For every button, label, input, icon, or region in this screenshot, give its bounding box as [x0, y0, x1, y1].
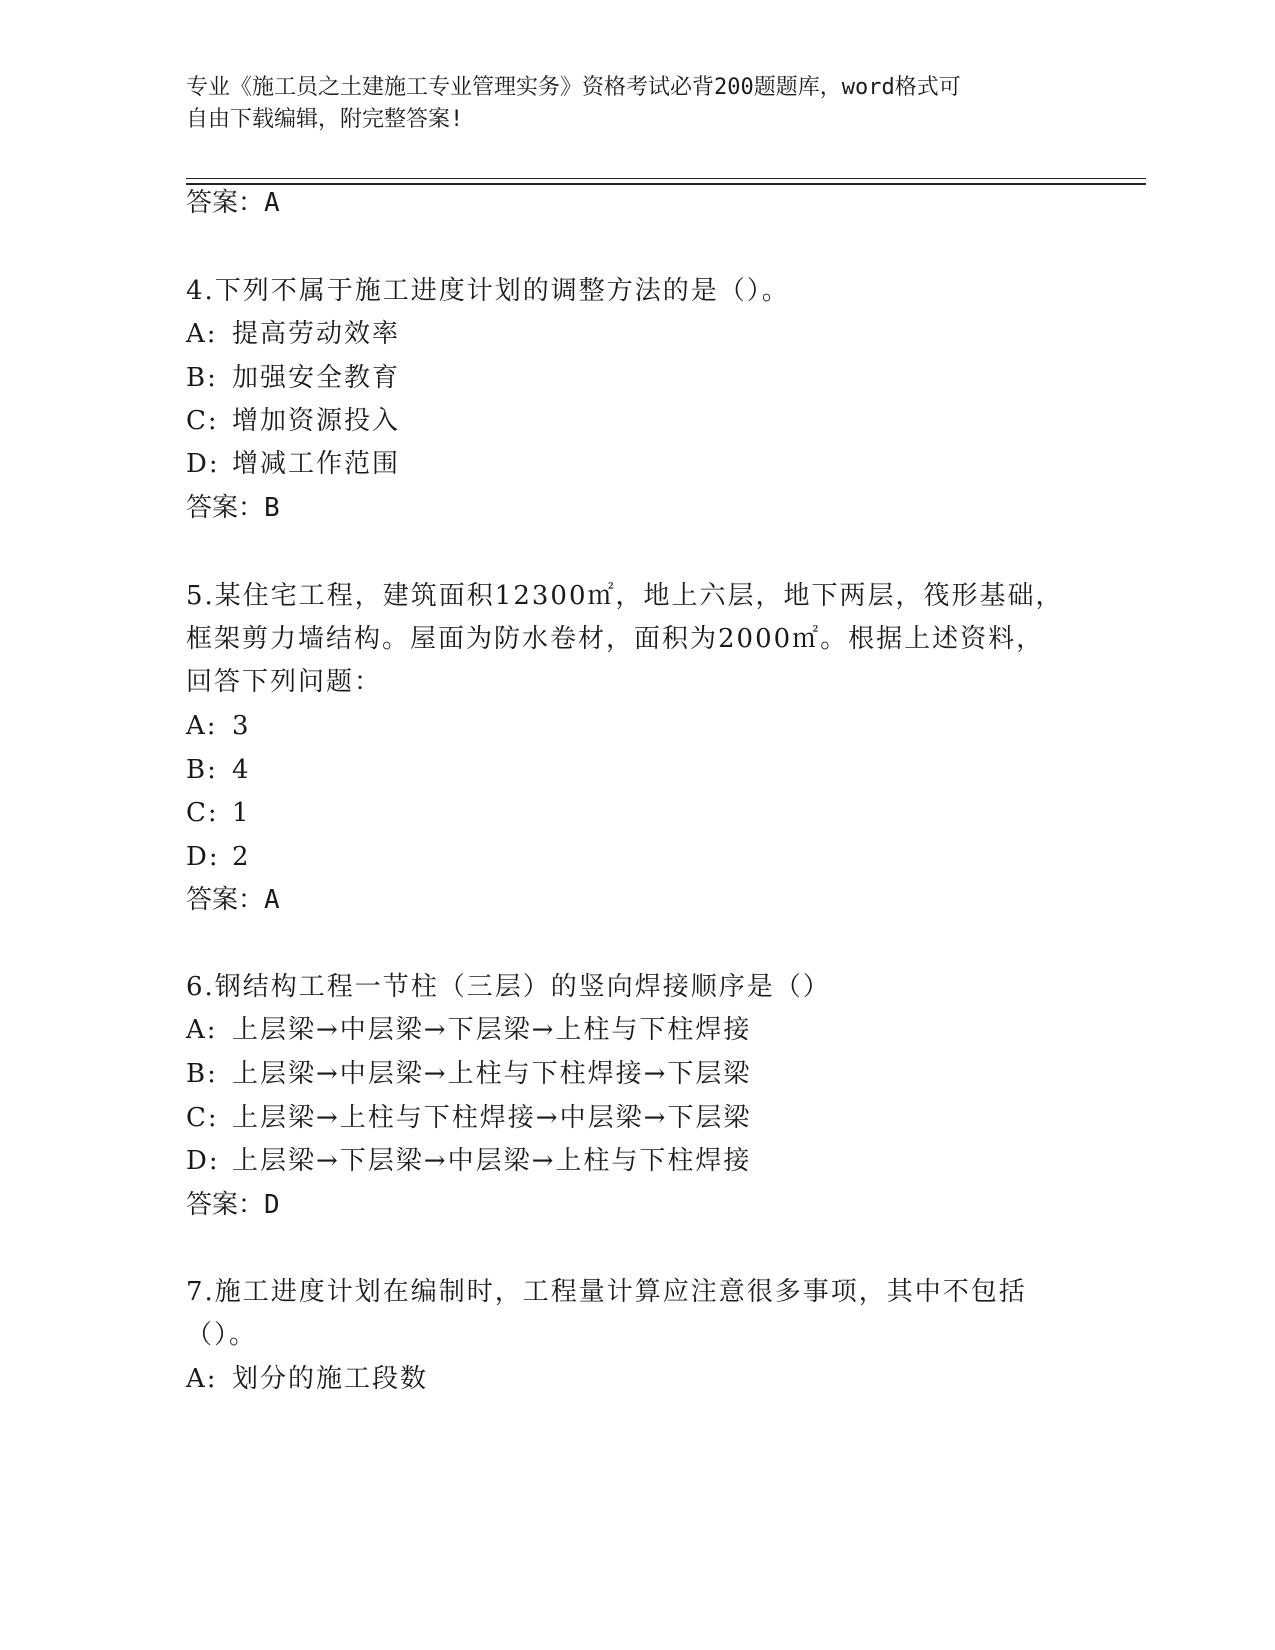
option-text: 1	[232, 798, 251, 828]
option-key: B:	[186, 363, 218, 393]
q4-option-d	[186, 449, 400, 479]
option-key: C:	[186, 406, 219, 436]
option-key: B:	[186, 1059, 218, 1089]
q5-stem-line-1: 5.某住宅工程，建筑面积12300㎡，地上六层，地下两层，筏形基础，	[186, 581, 1064, 611]
option-text: 4	[232, 755, 251, 785]
q6-option-c	[186, 1103, 751, 1133]
q6-option-a	[186, 1015, 751, 1045]
q5-option-c	[186, 798, 251, 828]
document-header	[186, 72, 1066, 136]
option-key: A:	[186, 1015, 218, 1045]
header-line-1: 专业《施工员之土建施工专业管理实务》资格考试必背200题题库，word格式可	[186, 75, 961, 100]
answer-q4: 答案：B	[186, 493, 280, 523]
option-text: 上层梁→下层梁→中层梁→上柱与下柱焊接	[232, 1146, 752, 1176]
option-text: 上层梁→中层梁→下层梁→上柱与下柱焊接	[232, 1015, 752, 1045]
q5-option-b	[186, 755, 251, 785]
option-key: D:	[186, 1146, 220, 1176]
option-text: 划分的施工段数	[232, 1364, 429, 1394]
header-divider-thin	[186, 178, 1146, 179]
option-key: A:	[186, 711, 218, 741]
q6-option-d	[186, 1146, 751, 1176]
option-text: 增加资源投入	[232, 406, 401, 436]
q4-stem: 4.下列不属于施工进度计划的调整方法的是（）。	[186, 276, 790, 306]
q4-option-c	[186, 406, 400, 436]
answer-prev: 答案：A	[186, 188, 280, 218]
answer-q5: 答案：A	[186, 885, 280, 915]
option-key: D:	[186, 842, 220, 872]
q5-option-a	[186, 711, 251, 741]
option-text: 3	[232, 711, 251, 741]
option-key: A:	[186, 319, 218, 349]
q6-option-b	[186, 1059, 751, 1089]
q4-option-b	[186, 363, 400, 393]
option-key: B:	[186, 755, 218, 785]
option-key: D:	[186, 449, 220, 479]
option-text: 上层梁→中层梁→上柱与下柱焊接→下层梁	[232, 1059, 752, 1089]
option-text: 2	[232, 842, 251, 872]
option-key: C:	[186, 798, 219, 828]
q5-stem-line-3: 回答下列问题：	[186, 667, 383, 697]
option-key: C:	[186, 1103, 219, 1133]
option-key: A:	[186, 1364, 218, 1394]
option-text: 提高劳动效率	[232, 319, 401, 349]
option-text: 增减工作范围	[232, 449, 401, 479]
header-divider-thick	[186, 183, 1146, 185]
q7-stem-line-1: 7.施工进度计划在编制时，工程量计算应注意很多事项，其中不包括	[186, 1277, 1027, 1307]
q4-option-a	[186, 319, 400, 349]
q6-stem: 6.钢结构工程一节柱（三层）的竖向焊接顺序是（）	[186, 972, 831, 1002]
header-line-2: 自由下载编辑，附完整答案!	[186, 107, 464, 132]
q5-stem-line-2: 框架剪力墙结构。屋面为防水卷材，面积为2000㎡。根据上述资料，	[186, 624, 1045, 654]
q5-option-d	[186, 842, 251, 872]
answer-q6: 答案：D	[186, 1190, 280, 1220]
option-text: 加强安全教育	[232, 363, 401, 393]
q7-option-a	[186, 1364, 428, 1394]
option-text: 上层梁→上柱与下柱焊接→中层梁→下层梁	[232, 1103, 752, 1133]
q7-stem-line-2: （）。	[186, 1320, 258, 1350]
